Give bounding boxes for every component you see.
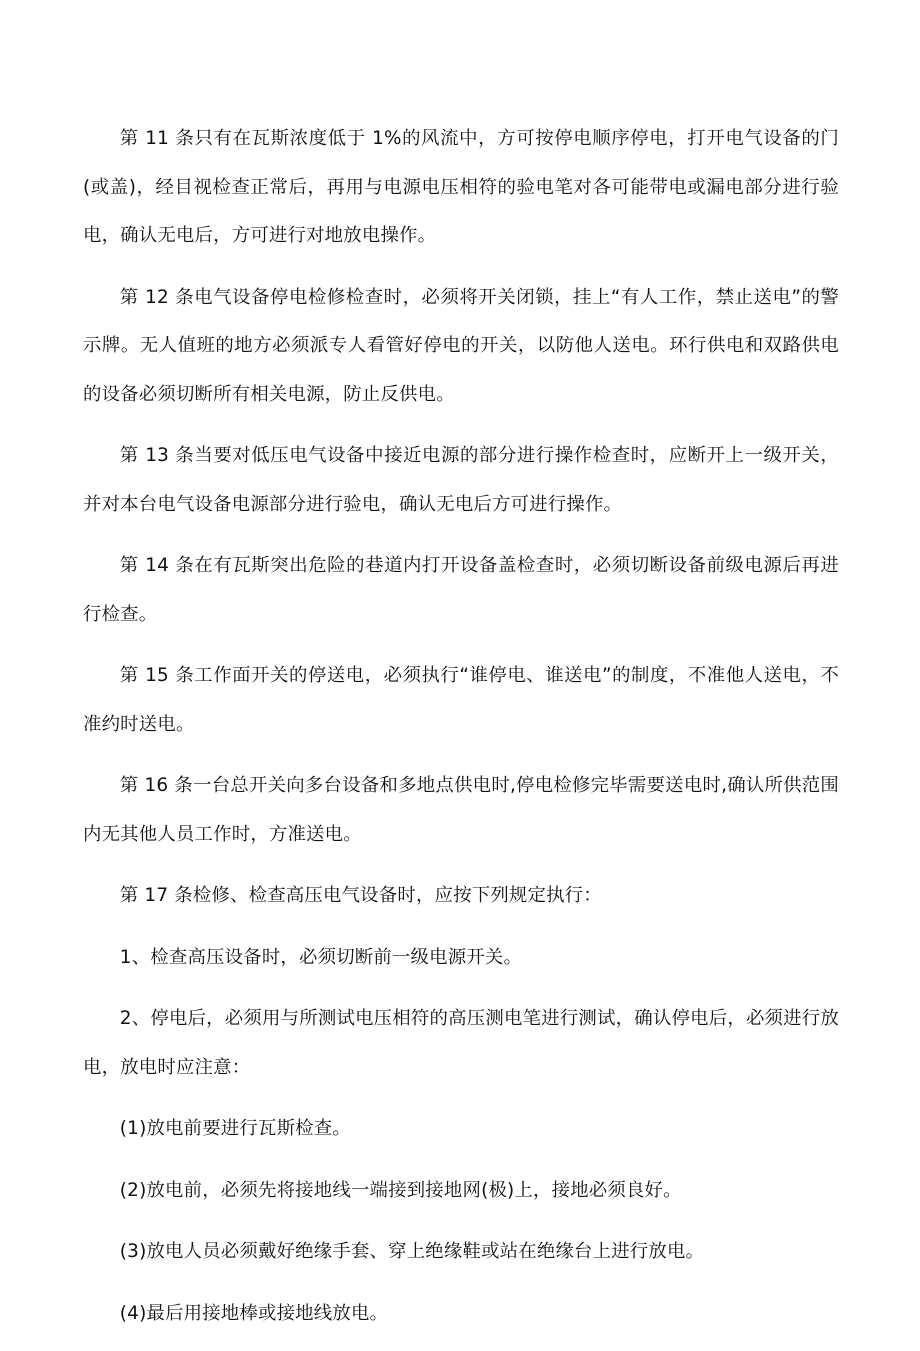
document-body: [83, 115, 839, 1351]
article-12-paragraph: 第 12 条电气设备停电检修检查时，必须将开关闭锁，挂上“有人工作，禁止送电”的警示牌。无人值班的地方必须派专人看管好停电的开关，以防他人送电。环行供电和双路供电的设备必须切断所有相关电源，防止反供电。: [83, 286, 839, 405]
discharge-step-4: (4)最后用接地棒或接地线放电。: [119, 1302, 389, 1324]
discharge-step-2: (2)放电前，必须先将接地线一端接到接地网(极)上，接地必须良好。: [119, 1179, 682, 1201]
rule-item-1: 1、检查高压设备时，必须切断前一级电源开关。: [119, 946, 523, 968]
article-14-paragraph: 第 14 条在有瓦斯突出危险的巷道内打开设备盖检查时，必须切断设备前级电源后再进行检查。: [83, 555, 839, 625]
rule-item-2: 2、停电后，必须用与所测试电压相符的高压测电笔进行测试，确认停电后，必须进行放电，放电时应注意：: [83, 1008, 839, 1078]
discharge-step-1: (1)放电前要进行瓦斯检查。: [119, 1118, 351, 1139]
article-16-paragraph: 第 16 条一台总开关向多台设备和多地点供电时,停电检修完毕需要送电时,确认所供范围内无其他人员工作时，方准送电。: [83, 775, 839, 845]
article-17-paragraph: 第 17 条检修、检查高压电气设备时，应按下列规定执行：: [119, 885, 602, 906]
article-11-paragraph: 第 11 条只有在瓦斯浓度低于 1%的风流中，方可按停电顺序停电，打开电气设备的门(或盖)，经目视检查正常后，再用与电源电压相符的验电笔对各可能带电或漏电部分进行验电，确认无电后，方可进行对地放电操作。: [83, 128, 839, 246]
discharge-step-3: (3)放电人员必须戴好绝缘手套、穿上绝缘鞋或站在绝缘台上进行放电。: [119, 1241, 705, 1262]
article-15-paragraph: 第 15 条工作面开关的停送电，必须执行“谁停电、谁送电”的制度，不准他人送电，不准约时送电。: [83, 665, 839, 735]
article-13-paragraph: 第 13 条当要对低压电气设备中接近电源的部分进行操作检查时，应断开上一级开关，并对本台电气设备电源部分进行验电，确认无电后方可进行操作。: [83, 445, 839, 515]
